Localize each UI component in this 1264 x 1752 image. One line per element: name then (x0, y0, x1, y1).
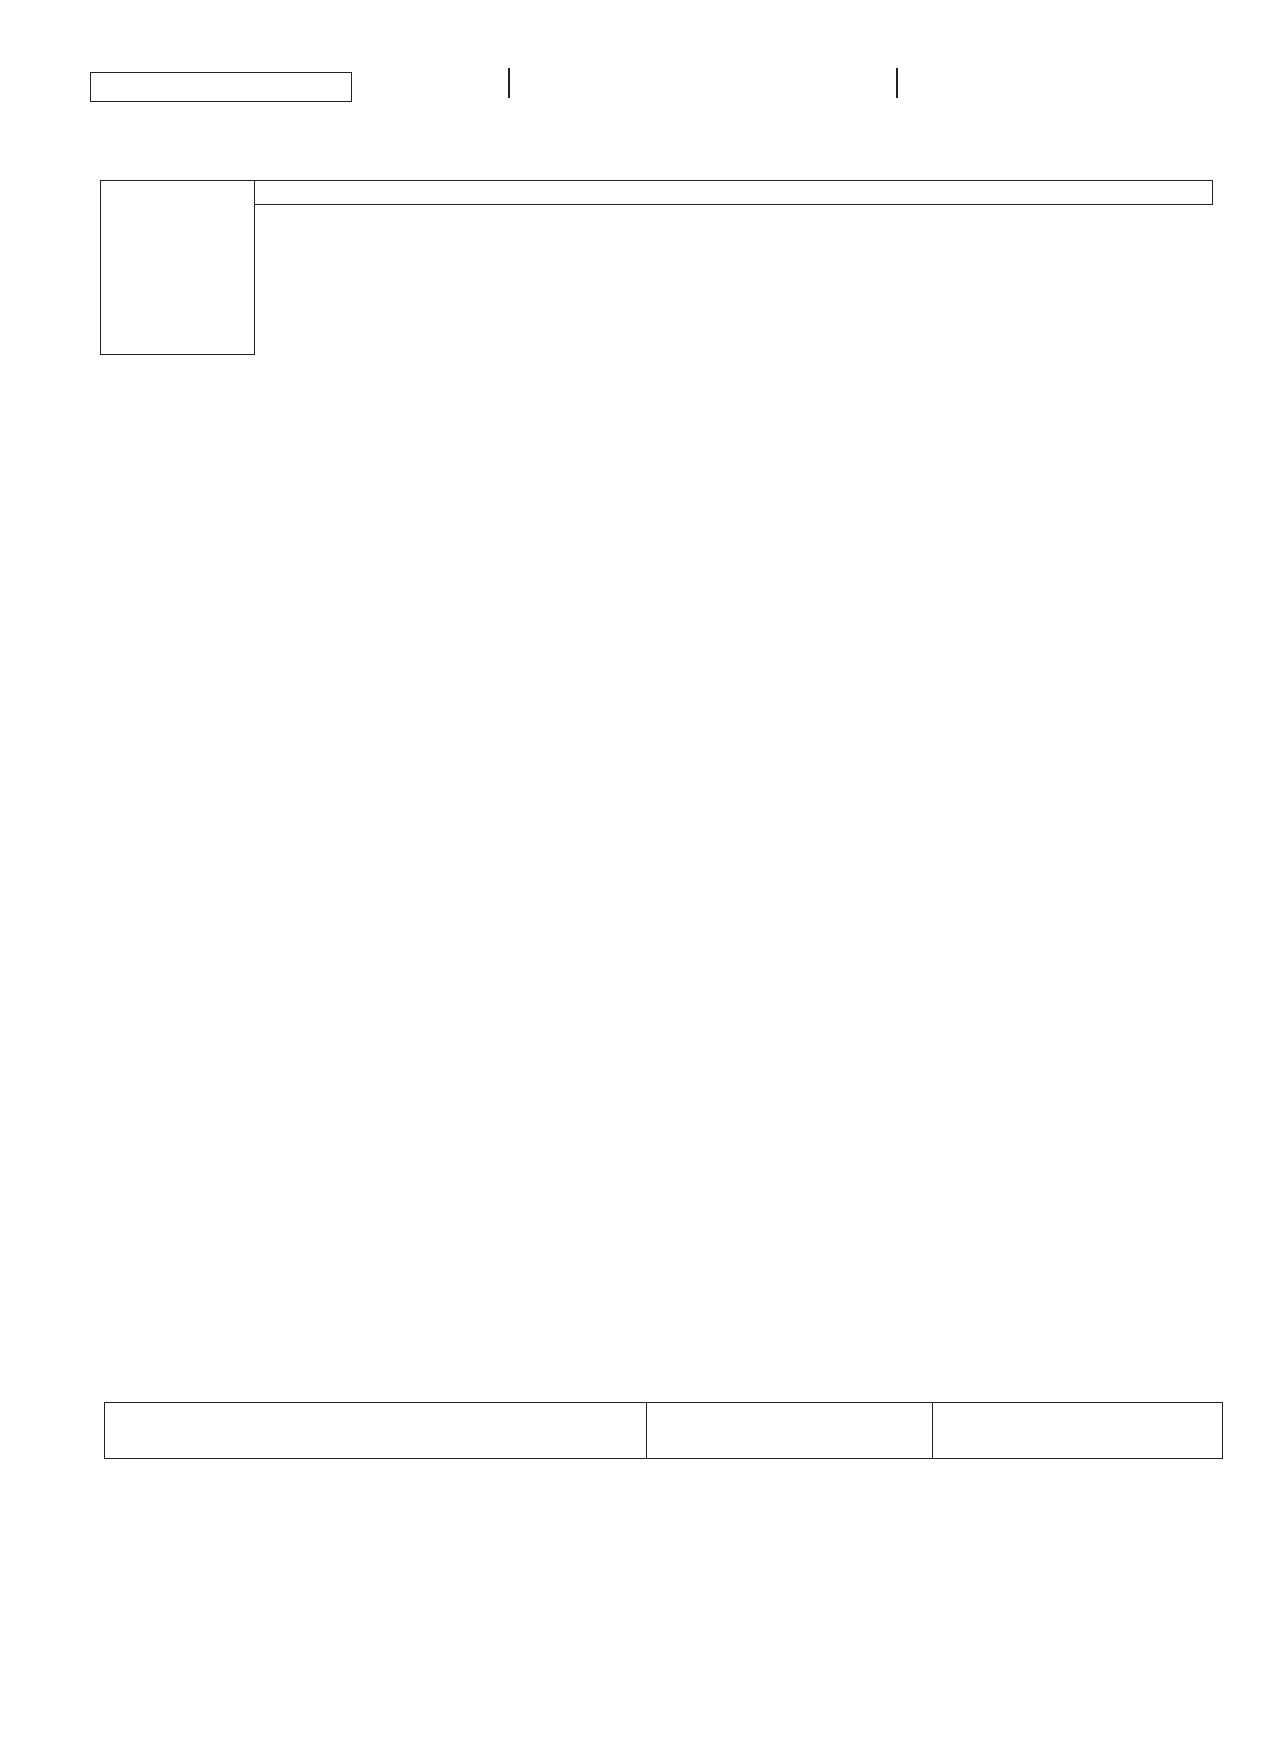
col-name (105, 1403, 647, 1459)
dic-digits (896, 68, 898, 98)
col-current (647, 1403, 933, 1459)
table4 (100, 180, 1213, 355)
table21 (104, 1402, 1223, 1459)
form-label (90, 72, 352, 102)
row-header (101, 181, 255, 355)
period-header (255, 181, 1213, 205)
ico-digits (508, 68, 510, 98)
col-previous (933, 1403, 1223, 1459)
